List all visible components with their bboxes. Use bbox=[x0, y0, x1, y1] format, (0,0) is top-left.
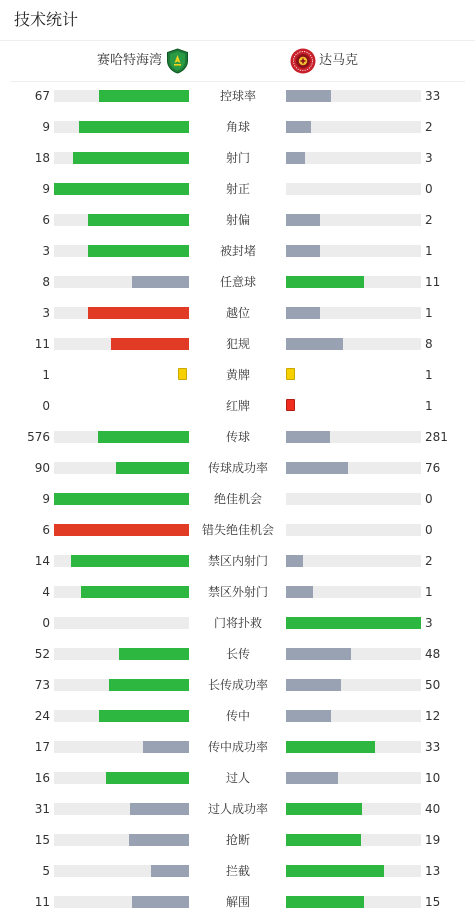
home-stat-value: 15 bbox=[34, 833, 50, 847]
home-stat-bar bbox=[54, 214, 189, 226]
home-stat-bar-fill bbox=[79, 121, 189, 133]
away-stat-bar bbox=[286, 772, 421, 784]
away-stat-value: 1 bbox=[425, 306, 433, 320]
home-stat-bar-fill bbox=[106, 772, 189, 784]
away-stat-bar-fill bbox=[286, 710, 331, 722]
stat-row bbox=[0, 546, 475, 577]
away-stat-bar bbox=[286, 121, 421, 133]
away-stat-bar-fill bbox=[286, 90, 331, 102]
home-stat-bar bbox=[54, 276, 189, 288]
home-stat-value: 17 bbox=[34, 740, 50, 754]
home-stat-bar bbox=[54, 307, 189, 319]
stat-label: 红牌 bbox=[225, 399, 250, 413]
away-stat-bar-fill bbox=[286, 555, 303, 567]
stat-label: 传球 bbox=[225, 430, 250, 444]
yellow-card-icon bbox=[286, 368, 295, 380]
stat-row bbox=[0, 391, 475, 422]
stat-label: 解围 bbox=[225, 895, 250, 909]
away-stat-bar-fill bbox=[286, 586, 313, 598]
home-stat-bar-fill bbox=[130, 803, 189, 815]
away-stat-bar bbox=[286, 183, 421, 195]
home-stat-value: 11 bbox=[34, 337, 50, 351]
stat-row bbox=[0, 515, 475, 546]
home-stat-bar-fill bbox=[88, 307, 189, 319]
stat-row bbox=[0, 422, 475, 453]
stat-row bbox=[0, 856, 475, 887]
stat-row bbox=[0, 670, 475, 701]
stat-row bbox=[0, 143, 475, 174]
stat-label: 射门 bbox=[225, 151, 250, 165]
home-stat-value: 5 bbox=[42, 864, 50, 878]
away-stat-value: 1 bbox=[425, 244, 433, 258]
stat-row bbox=[0, 794, 475, 825]
away-stat-value: 11 bbox=[425, 275, 441, 289]
away-stat-value: 2 bbox=[425, 554, 433, 568]
home-stat-value: 24 bbox=[34, 709, 50, 723]
stat-label: 长传 bbox=[225, 647, 250, 661]
away-stat-value: 40 bbox=[425, 802, 441, 816]
away-stat-value: 33 bbox=[425, 89, 441, 103]
stat-row bbox=[0, 267, 475, 298]
away-stat-value: 8 bbox=[425, 337, 433, 351]
home-stat-value: 6 bbox=[42, 213, 50, 227]
home-stat-value: 9 bbox=[42, 120, 50, 134]
stat-label: 被封堵 bbox=[219, 244, 256, 258]
stat-row bbox=[0, 112, 475, 143]
away-stat-value: 3 bbox=[425, 616, 433, 630]
stat-label: 传球成功率 bbox=[207, 461, 268, 475]
stat-label: 黄牌 bbox=[225, 368, 250, 382]
home-stat-bar-fill bbox=[88, 245, 189, 257]
stat-row bbox=[0, 484, 475, 515]
home-stat-bar-fill bbox=[119, 648, 189, 660]
stat-label: 越位 bbox=[225, 306, 250, 320]
stat-label: 任意球 bbox=[219, 275, 256, 289]
stat-row bbox=[0, 577, 475, 608]
away-stat-bar-fill bbox=[286, 834, 361, 846]
away-stat-bar-fill bbox=[286, 617, 421, 629]
away-stat-value: 0 bbox=[425, 492, 433, 506]
away-stat-bar bbox=[286, 803, 421, 815]
stat-label: 控球率 bbox=[219, 89, 256, 103]
yellow-card-icon bbox=[178, 368, 187, 380]
home-stat-bar bbox=[54, 121, 189, 133]
home-stat-value: 8 bbox=[42, 275, 50, 289]
red-card-icon bbox=[286, 399, 295, 411]
home-stat-bar bbox=[54, 555, 189, 567]
stat-label: 抢断 bbox=[225, 833, 250, 847]
stat-row bbox=[0, 298, 475, 329]
away-stat-bar bbox=[286, 679, 421, 691]
home-stat-bar bbox=[54, 648, 189, 660]
home-stat-value: 90 bbox=[34, 461, 50, 475]
home-stat-bar bbox=[54, 152, 189, 164]
stat-row bbox=[0, 639, 475, 670]
home-stat-bar bbox=[54, 803, 189, 815]
away-stat-bar-fill bbox=[286, 214, 320, 226]
home-stat-bar bbox=[54, 183, 189, 195]
home-stat-bar-fill bbox=[151, 865, 189, 877]
home-stat-bar-fill bbox=[129, 834, 189, 846]
away-stat-value: 15 bbox=[425, 895, 441, 909]
home-stat-value: 4 bbox=[42, 585, 50, 599]
stat-label: 禁区外射门 bbox=[207, 585, 268, 599]
home-stat-value: 16 bbox=[34, 771, 50, 785]
home-stat-bar bbox=[54, 431, 189, 443]
away-stat-bar-fill bbox=[286, 462, 348, 474]
away-stat-value: 33 bbox=[425, 740, 441, 754]
away-stat-value: 1 bbox=[425, 585, 433, 599]
stat-row bbox=[0, 174, 475, 205]
stat-row bbox=[0, 732, 475, 763]
stat-label: 门将扑救 bbox=[213, 616, 262, 630]
away-stat-value: 3 bbox=[425, 151, 433, 165]
away-stat-value: 0 bbox=[425, 523, 433, 537]
away-stat-value: 2 bbox=[425, 213, 433, 227]
away-stat-bar-fill bbox=[286, 679, 341, 691]
away-stat-bar-fill bbox=[286, 245, 320, 257]
home-stat-bar-fill bbox=[98, 431, 189, 443]
away-stat-bar bbox=[286, 741, 421, 753]
stat-row bbox=[0, 453, 475, 484]
away-stat-bar bbox=[286, 338, 421, 350]
away-stat-bar-fill bbox=[286, 121, 311, 133]
home-stat-bar bbox=[54, 834, 189, 846]
home-stat-value: 52 bbox=[34, 647, 50, 661]
away-stat-value: 1 bbox=[425, 368, 433, 382]
home-stat-value: 576 bbox=[27, 430, 50, 444]
away-stat-bar-fill bbox=[286, 896, 364, 908]
away-stat-value: 48 bbox=[425, 647, 441, 661]
away-stat-bar-fill bbox=[286, 307, 320, 319]
away-stat-bar bbox=[286, 214, 421, 226]
home-stat-bar bbox=[54, 741, 189, 753]
home-stat-bar bbox=[54, 338, 189, 350]
away-stat-bar bbox=[286, 555, 421, 567]
home-stat-value: 11 bbox=[34, 895, 50, 909]
al-khaleej-crest-icon[interactable] bbox=[166, 48, 189, 74]
home-stat-bar bbox=[54, 865, 189, 877]
stat-row bbox=[0, 360, 475, 391]
home-stat-value: 1 bbox=[42, 368, 50, 382]
away-stat-bar bbox=[286, 586, 421, 598]
away-stat-value: 2 bbox=[425, 120, 433, 134]
stat-label: 禁区内射门 bbox=[207, 554, 268, 568]
away-team-name[interactable]: 达马克 bbox=[319, 53, 359, 68]
away-stat-bar-fill bbox=[286, 648, 351, 660]
stat-label: 拦截 bbox=[225, 864, 250, 878]
away-stat-value: 1 bbox=[425, 399, 433, 413]
away-stat-bar-fill bbox=[286, 865, 384, 877]
home-stat-bar bbox=[54, 586, 189, 598]
away-stat-bar bbox=[286, 896, 421, 908]
away-stat-bar bbox=[286, 617, 421, 629]
stat-row bbox=[0, 763, 475, 794]
home-stat-bar-fill bbox=[54, 493, 189, 505]
home-stat-value: 9 bbox=[42, 182, 50, 196]
away-stat-value: 50 bbox=[425, 678, 441, 692]
team-header bbox=[0, 41, 475, 81]
away-stat-bar bbox=[286, 152, 421, 164]
home-stat-bar bbox=[54, 90, 189, 102]
away-stat-bar bbox=[286, 710, 421, 722]
away-stat-bar bbox=[286, 307, 421, 319]
home-stat-bar bbox=[54, 710, 189, 722]
home-stat-value: 0 bbox=[42, 399, 50, 413]
home-stat-bar bbox=[54, 896, 189, 908]
away-stat-bar bbox=[286, 648, 421, 660]
stat-row bbox=[0, 887, 475, 918]
away-stat-value: 19 bbox=[425, 833, 441, 847]
home-stat-value: 3 bbox=[42, 244, 50, 258]
away-stat-bar bbox=[286, 276, 421, 288]
home-stat-value: 67 bbox=[34, 89, 50, 103]
stat-label: 长传成功率 bbox=[207, 678, 268, 692]
home-stat-bar-fill bbox=[111, 338, 189, 350]
home-stat-bar-fill bbox=[81, 586, 189, 598]
home-stat-bar bbox=[54, 617, 189, 629]
away-stat-value: 13 bbox=[425, 864, 441, 878]
home-stat-bar bbox=[54, 245, 189, 257]
away-stat-bar bbox=[286, 90, 421, 102]
home-stat-value: 73 bbox=[34, 678, 50, 692]
stat-row bbox=[0, 825, 475, 856]
home-stat-bar-fill bbox=[99, 710, 189, 722]
stat-row bbox=[0, 81, 475, 112]
home-stat-bar-fill bbox=[54, 524, 189, 536]
away-stat-bar bbox=[286, 524, 421, 536]
away-stat-bar bbox=[286, 834, 421, 846]
home-stat-value: 9 bbox=[42, 492, 50, 506]
stat-label: 绝佳机会 bbox=[213, 492, 262, 506]
away-stat-value: 76 bbox=[425, 461, 441, 475]
home-stat-bar bbox=[54, 493, 189, 505]
away-stat-bar-fill bbox=[286, 741, 375, 753]
home-stat-bar-fill bbox=[132, 276, 189, 288]
stat-label: 过人成功率 bbox=[207, 802, 268, 816]
home-stat-bar-fill bbox=[73, 152, 189, 164]
stat-row bbox=[0, 608, 475, 639]
away-stat-bar bbox=[286, 245, 421, 257]
away-stat-bar-fill bbox=[286, 276, 364, 288]
home-stat-bar-fill bbox=[116, 462, 189, 474]
home-stat-value: 18 bbox=[34, 151, 50, 165]
stat-label: 犯规 bbox=[225, 337, 250, 351]
stat-label: 错失绝佳机会 bbox=[201, 523, 274, 537]
stat-row bbox=[0, 329, 475, 360]
away-stat-value: 281 bbox=[425, 430, 448, 444]
home-stat-value: 6 bbox=[42, 523, 50, 537]
home-stat-bar bbox=[54, 679, 189, 691]
home-stat-value: 14 bbox=[34, 554, 50, 568]
stat-row bbox=[0, 236, 475, 267]
away-stat-value: 10 bbox=[425, 771, 441, 785]
stat-label: 传中成功率 bbox=[207, 740, 268, 754]
stat-label: 传中 bbox=[225, 709, 250, 723]
page-title: 技术统计 bbox=[14, 10, 79, 29]
away-stat-bar-fill bbox=[286, 772, 338, 784]
home-stat-bar bbox=[54, 772, 189, 784]
away-stat-bar-fill bbox=[286, 803, 362, 815]
away-stat-value: 12 bbox=[425, 709, 441, 723]
away-stat-bar-fill bbox=[286, 338, 343, 350]
home-stat-bar bbox=[54, 462, 189, 474]
home-team-name[interactable]: 赛哈特海湾 bbox=[96, 53, 162, 68]
home-stat-bar-fill bbox=[54, 183, 189, 195]
home-stat-bar-fill bbox=[71, 555, 189, 567]
away-stat-bar bbox=[286, 493, 421, 505]
stat-label: 射偏 bbox=[225, 213, 250, 227]
away-stat-bar-fill bbox=[286, 431, 330, 443]
home-stat-bar-fill bbox=[143, 741, 189, 753]
away-stat-value: 0 bbox=[425, 182, 433, 196]
home-stat-bar-fill bbox=[132, 896, 189, 908]
home-stat-value: 3 bbox=[42, 306, 50, 320]
stat-row bbox=[0, 205, 475, 236]
damac-crest-icon[interactable] bbox=[290, 48, 316, 74]
home-stat-bar-fill bbox=[99, 90, 189, 102]
home-stat-bar-fill bbox=[109, 679, 189, 691]
stat-label: 角球 bbox=[225, 120, 250, 134]
home-stat-bar-fill bbox=[88, 214, 189, 226]
stat-row bbox=[0, 701, 475, 732]
home-stat-bar bbox=[54, 524, 189, 536]
away-stat-bar bbox=[286, 431, 421, 443]
stat-label: 过人 bbox=[225, 771, 250, 785]
away-stat-bar bbox=[286, 462, 421, 474]
away-stat-bar-fill bbox=[286, 152, 305, 164]
home-stat-value: 0 bbox=[42, 616, 50, 630]
home-stat-value: 31 bbox=[34, 802, 50, 816]
away-stat-bar bbox=[286, 865, 421, 877]
stat-label: 射正 bbox=[225, 182, 250, 196]
